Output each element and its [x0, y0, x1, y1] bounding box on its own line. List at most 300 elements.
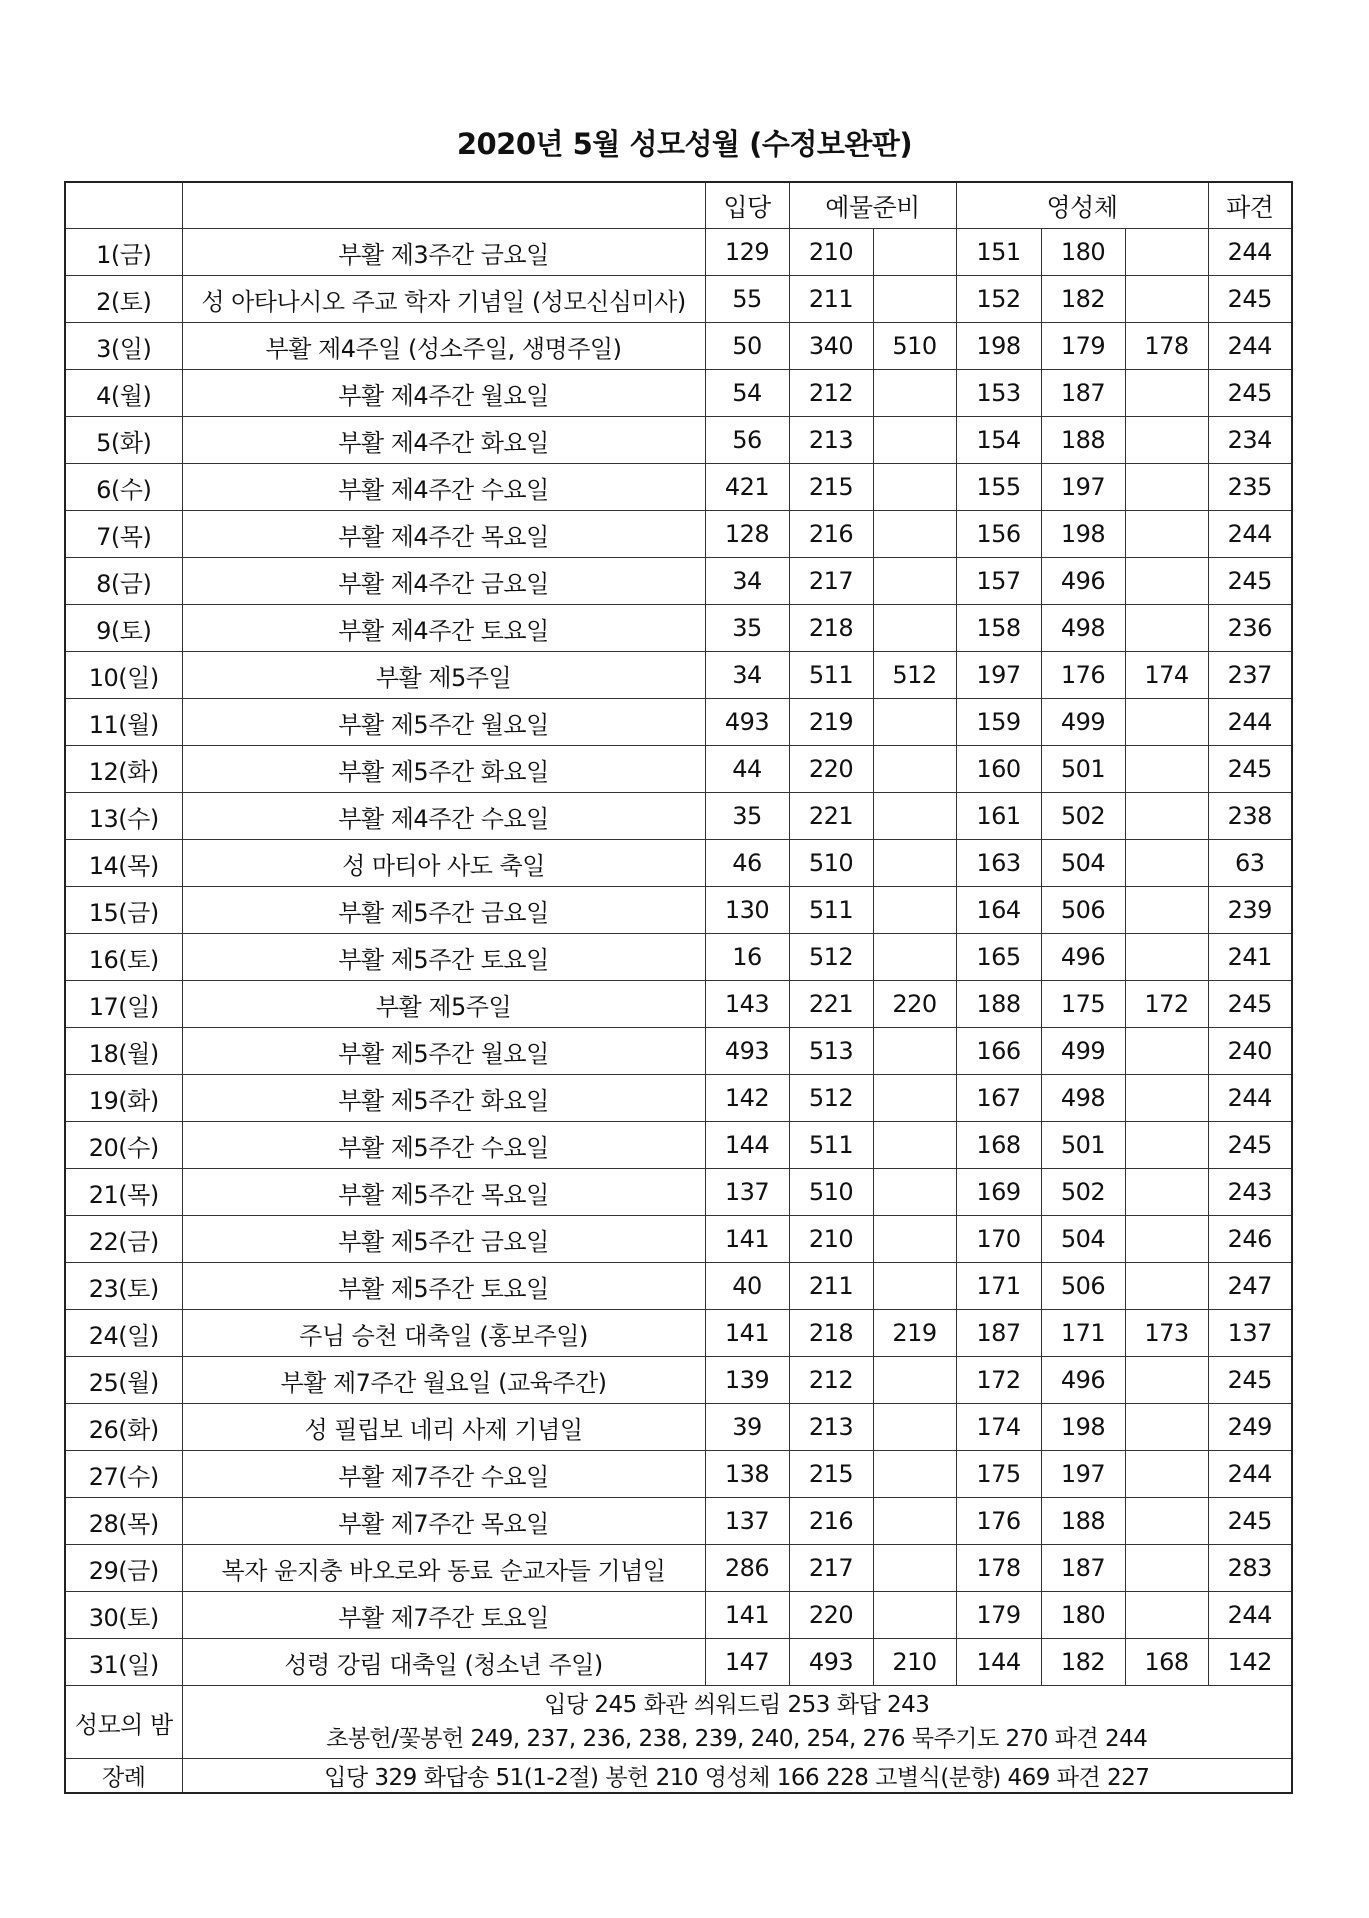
cell-offertory-2 — [873, 558, 956, 605]
cell-communion-3 — [1125, 1216, 1208, 1263]
cell-recessional: 283 — [1208, 1545, 1292, 1592]
cell-entrance: 39 — [705, 1404, 789, 1451]
cell-communion-3 — [1125, 1498, 1208, 1545]
funeral-hymns: 입당 329 화답송 51(1-2절) 봉헌 210 영성체 166 228 고별식(분향) 469 파견 227 — [182, 1759, 1292, 1794]
cell-recessional: 245 — [1208, 1357, 1292, 1404]
cell-offertory-1: 215 — [789, 464, 873, 511]
cell-offertory-2 — [873, 1075, 956, 1122]
cell-communion-3 — [1125, 605, 1208, 652]
cell-date: 6(수) — [65, 464, 182, 511]
cell-offertory-2 — [873, 1451, 956, 1498]
cell-recessional: 246 — [1208, 1216, 1292, 1263]
cell-communion-3 — [1125, 229, 1208, 276]
cell-communion-3 — [1125, 887, 1208, 934]
cell-entrance: 142 — [705, 1075, 789, 1122]
table-row — [65, 840, 1292, 887]
cell-communion-3 — [1125, 511, 1208, 558]
table-row — [65, 229, 1292, 276]
cell-entrance: 147 — [705, 1639, 789, 1686]
cell-offertory-2 — [873, 793, 956, 840]
cell-feast: 부활 제5주간 수요일 — [182, 1122, 705, 1169]
cell-communion-1: 151 — [956, 229, 1041, 276]
cell-recessional: 245 — [1208, 746, 1292, 793]
cell-feast: 부활 제5주간 토요일 — [182, 1263, 705, 1310]
cell-communion-1: 170 — [956, 1216, 1041, 1263]
table-row — [65, 1404, 1292, 1451]
cell-date: 26(화) — [65, 1404, 182, 1451]
cell-offertory-1: 215 — [789, 1451, 873, 1498]
table-row — [65, 1639, 1292, 1686]
cell-communion-1: 165 — [956, 934, 1041, 981]
cell-offertory-2 — [873, 229, 956, 276]
cell-recessional: 244 — [1208, 1075, 1292, 1122]
cell-entrance: 35 — [705, 605, 789, 652]
cell-entrance: 137 — [705, 1498, 789, 1545]
cell-recessional: 63 — [1208, 840, 1292, 887]
cell-communion-3 — [1125, 1028, 1208, 1075]
cell-communion-1: 167 — [956, 1075, 1041, 1122]
table-row — [65, 746, 1292, 793]
cell-communion-2: 180 — [1041, 229, 1125, 276]
cell-offertory-1: 513 — [789, 1028, 873, 1075]
cell-feast: 부활 제5주간 월요일 — [182, 699, 705, 746]
cell-feast: 부활 제5주간 금요일 — [182, 1216, 705, 1263]
cell-offertory-1: 213 — [789, 1404, 873, 1451]
cell-date: 23(토) — [65, 1263, 182, 1310]
cell-offertory-2 — [873, 276, 956, 323]
cell-communion-2: 180 — [1041, 1592, 1125, 1639]
cell-communion-1: 155 — [956, 464, 1041, 511]
cell-communion-1: 154 — [956, 417, 1041, 464]
cell-entrance: 54 — [705, 370, 789, 417]
cell-entrance: 493 — [705, 699, 789, 746]
cell-date: 22(금) — [65, 1216, 182, 1263]
cell-date: 18(월) — [65, 1028, 182, 1075]
table-row — [65, 699, 1292, 746]
cell-communion-1: 164 — [956, 887, 1041, 934]
cell-offertory-1: 221 — [789, 793, 873, 840]
cell-offertory-2: 210 — [873, 1639, 956, 1686]
cell-feast: 성 마티아 사도 축일 — [182, 840, 705, 887]
cell-communion-1: 172 — [956, 1357, 1041, 1404]
cell-recessional: 244 — [1208, 323, 1292, 370]
cell-feast: 부활 제5주일 — [182, 652, 705, 699]
cell-recessional: 244 — [1208, 511, 1292, 558]
cell-feast: 부활 제5주간 목요일 — [182, 1169, 705, 1216]
cell-entrance: 139 — [705, 1357, 789, 1404]
cell-communion-1: 171 — [956, 1263, 1041, 1310]
cell-communion-1: 179 — [956, 1592, 1041, 1639]
cell-communion-2: 197 — [1041, 1451, 1125, 1498]
cell-offertory-2 — [873, 1122, 956, 1169]
cell-offertory-1: 217 — [789, 1545, 873, 1592]
cell-communion-2: 187 — [1041, 370, 1125, 417]
cell-date: 19(화) — [65, 1075, 182, 1122]
cell-recessional: 249 — [1208, 1404, 1292, 1451]
cell-communion-1: 188 — [956, 981, 1041, 1028]
cell-date: 21(목) — [65, 1169, 182, 1216]
table-row — [65, 793, 1292, 840]
cell-feast: 부활 제5주간 토요일 — [182, 934, 705, 981]
cell-offertory-1: 510 — [789, 1169, 873, 1216]
cell-entrance: 50 — [705, 323, 789, 370]
cell-communion-2: 175 — [1041, 981, 1125, 1028]
header-row — [65, 182, 1292, 229]
cell-feast: 부활 제4주간 월요일 — [182, 370, 705, 417]
cell-communion-2: 188 — [1041, 417, 1125, 464]
cell-date: 20(수) — [65, 1122, 182, 1169]
cell-offertory-1: 512 — [789, 934, 873, 981]
cell-communion-2: 198 — [1041, 1404, 1125, 1451]
cell-offertory-2 — [873, 1498, 956, 1545]
cell-communion-1: 160 — [956, 746, 1041, 793]
cell-date: 30(토) — [65, 1592, 182, 1639]
cell-date: 12(화) — [65, 746, 182, 793]
cell-recessional: 236 — [1208, 605, 1292, 652]
cell-offertory-1: 212 — [789, 370, 873, 417]
cell-communion-1: 153 — [956, 370, 1041, 417]
cell-communion-1: 187 — [956, 1310, 1041, 1357]
cell-communion-1: 158 — [956, 605, 1041, 652]
table-row — [65, 558, 1292, 605]
header-feast — [182, 182, 705, 229]
cell-recessional: 244 — [1208, 1592, 1292, 1639]
cell-feast: 부활 제4주간 목요일 — [182, 511, 705, 558]
cell-communion-2: 501 — [1041, 1122, 1125, 1169]
cell-communion-3 — [1125, 1404, 1208, 1451]
cell-communion-3 — [1125, 1451, 1208, 1498]
cell-date: 25(월) — [65, 1357, 182, 1404]
cell-communion-3 — [1125, 840, 1208, 887]
cell-communion-2: 496 — [1041, 1357, 1125, 1404]
cell-entrance: 128 — [705, 511, 789, 558]
cell-communion-3 — [1125, 1122, 1208, 1169]
table-row — [65, 464, 1292, 511]
cell-offertory-1: 216 — [789, 1498, 873, 1545]
cell-entrance: 40 — [705, 1263, 789, 1310]
cell-feast: 성령 강림 대축일 (청소년 주일) — [182, 1639, 705, 1686]
cell-entrance: 143 — [705, 981, 789, 1028]
cell-date: 16(토) — [65, 934, 182, 981]
cell-offertory-1: 511 — [789, 652, 873, 699]
cell-communion-2: 182 — [1041, 1639, 1125, 1686]
marian-night-row — [65, 1686, 1292, 1759]
table-row — [65, 1122, 1292, 1169]
cell-date: 28(목) — [65, 1498, 182, 1545]
cell-feast: 성 필립보 네리 사제 기념일 — [182, 1404, 705, 1451]
marian-night-hymns — [182, 1686, 1292, 1759]
cell-recessional: 244 — [1208, 229, 1292, 276]
cell-communion-2: 188 — [1041, 1498, 1125, 1545]
cell-offertory-1: 511 — [789, 1122, 873, 1169]
cell-communion-3 — [1125, 699, 1208, 746]
cell-recessional: 142 — [1208, 1639, 1292, 1686]
cell-feast: 부활 제7주간 수요일 — [182, 1451, 705, 1498]
cell-communion-3 — [1125, 1545, 1208, 1592]
table-row — [65, 1310, 1292, 1357]
cell-communion-3 — [1125, 1169, 1208, 1216]
cell-communion-3: 168 — [1125, 1639, 1208, 1686]
cell-offertory-1: 217 — [789, 558, 873, 605]
cell-communion-1: 176 — [956, 1498, 1041, 1545]
cell-entrance: 286 — [705, 1545, 789, 1592]
cell-recessional: 234 — [1208, 417, 1292, 464]
cell-communion-2: 187 — [1041, 1545, 1125, 1592]
cell-entrance: 56 — [705, 417, 789, 464]
cell-offertory-1: 210 — [789, 229, 873, 276]
cell-feast: 부활 제4주일 (성소주일, 생명주일) — [182, 323, 705, 370]
cell-offertory-2: 512 — [873, 652, 956, 699]
cell-recessional: 247 — [1208, 1263, 1292, 1310]
cell-offertory-2 — [873, 699, 956, 746]
table-row — [65, 652, 1292, 699]
table-row — [65, 605, 1292, 652]
header-date — [65, 182, 182, 229]
cell-offertory-1: 340 — [789, 323, 873, 370]
cell-offertory-2 — [873, 605, 956, 652]
cell-communion-1: 144 — [956, 1639, 1041, 1686]
cell-entrance: 44 — [705, 746, 789, 793]
cell-communion-1: 174 — [956, 1404, 1041, 1451]
marian-night-line-1: 입당 245 화관 씌워드림 253 화답 243 — [544, 1692, 930, 1718]
cell-communion-2: 182 — [1041, 276, 1125, 323]
cell-communion-2: 498 — [1041, 605, 1125, 652]
cell-communion-3 — [1125, 276, 1208, 323]
table-row — [65, 1545, 1292, 1592]
cell-communion-2: 506 — [1041, 887, 1125, 934]
cell-offertory-1: 512 — [789, 1075, 873, 1122]
cell-offertory-2 — [873, 1404, 956, 1451]
cell-communion-1: 197 — [956, 652, 1041, 699]
cell-date: 9(토) — [65, 605, 182, 652]
table-row — [65, 1592, 1292, 1639]
cell-feast: 부활 제5주간 월요일 — [182, 1028, 705, 1075]
cell-communion-1: 157 — [956, 558, 1041, 605]
cell-recessional: 239 — [1208, 887, 1292, 934]
cell-offertory-2 — [873, 1216, 956, 1263]
cell-communion-2: 197 — [1041, 464, 1125, 511]
cell-offertory-2 — [873, 840, 956, 887]
cell-date: 3(일) — [65, 323, 182, 370]
cell-communion-2: 504 — [1041, 840, 1125, 887]
cell-date: 27(수) — [65, 1451, 182, 1498]
table-row — [65, 1169, 1292, 1216]
cell-date: 1(금) — [65, 229, 182, 276]
cell-feast: 부활 제5주간 화요일 — [182, 1075, 705, 1122]
cell-offertory-2: 510 — [873, 323, 956, 370]
cell-offertory-1: 212 — [789, 1357, 873, 1404]
cell-communion-2: 176 — [1041, 652, 1125, 699]
cell-entrance: 55 — [705, 276, 789, 323]
cell-communion-2: 179 — [1041, 323, 1125, 370]
cell-feast: 부활 제5주간 화요일 — [182, 746, 705, 793]
cell-feast: 부활 제4주간 화요일 — [182, 417, 705, 464]
cell-communion-1: 156 — [956, 511, 1041, 558]
table-row — [65, 1451, 1292, 1498]
cell-recessional: 245 — [1208, 558, 1292, 605]
cell-offertory-2 — [873, 1028, 956, 1075]
cell-offertory-1: 211 — [789, 1263, 873, 1310]
page-title: 2020년 5월 성모성월 (수정보완판) — [456, 127, 913, 161]
cell-communion-3 — [1125, 1357, 1208, 1404]
cell-communion-3 — [1125, 417, 1208, 464]
cell-communion-3 — [1125, 558, 1208, 605]
cell-communion-3 — [1125, 1592, 1208, 1639]
cell-communion-3: 178 — [1125, 323, 1208, 370]
cell-date: 5(화) — [65, 417, 182, 464]
cell-offertory-1: 220 — [789, 746, 873, 793]
marian-night-line-2: 초봉헌/꽃봉헌 249, 237, 236, 238, 239, 240, 254, 276 묵주기도 270 파견 244 — [326, 1726, 1148, 1752]
table-row — [65, 981, 1292, 1028]
table-row — [65, 934, 1292, 981]
cell-entrance: 46 — [705, 840, 789, 887]
header-recessional: 파견 — [1208, 182, 1292, 229]
cell-entrance: 141 — [705, 1310, 789, 1357]
cell-offertory-2 — [873, 887, 956, 934]
cell-communion-1: 175 — [956, 1451, 1041, 1498]
cell-entrance: 130 — [705, 887, 789, 934]
cell-offertory-1: 510 — [789, 840, 873, 887]
cell-communion-2: 506 — [1041, 1263, 1125, 1310]
cell-entrance: 16 — [705, 934, 789, 981]
cell-recessional: 244 — [1208, 699, 1292, 746]
cell-communion-3 — [1125, 934, 1208, 981]
cell-offertory-2 — [873, 511, 956, 558]
cell-communion-3: 172 — [1125, 981, 1208, 1028]
cell-communion-3 — [1125, 1263, 1208, 1310]
cell-feast: 부활 제4주간 토요일 — [182, 605, 705, 652]
cell-offertory-2 — [873, 1169, 956, 1216]
cell-communion-3 — [1125, 746, 1208, 793]
cell-entrance: 141 — [705, 1216, 789, 1263]
cell-communion-2: 502 — [1041, 1169, 1125, 1216]
table-row — [65, 1263, 1292, 1310]
cell-entrance: 34 — [705, 652, 789, 699]
cell-date: 14(목) — [65, 840, 182, 887]
table-row — [65, 1498, 1292, 1545]
cell-entrance: 141 — [705, 1592, 789, 1639]
cell-offertory-1: 218 — [789, 605, 873, 652]
cell-recessional: 245 — [1208, 1498, 1292, 1545]
cell-communion-2: 496 — [1041, 558, 1125, 605]
cell-communion-3: 173 — [1125, 1310, 1208, 1357]
cell-recessional: 245 — [1208, 1122, 1292, 1169]
cell-feast: 부활 제4주간 금요일 — [182, 558, 705, 605]
hymn-schedule-table — [64, 181, 1293, 1794]
cell-offertory-1: 221 — [789, 981, 873, 1028]
table-row — [65, 417, 1292, 464]
cell-entrance: 493 — [705, 1028, 789, 1075]
cell-communion-1: 163 — [956, 840, 1041, 887]
cell-date: 29(금) — [65, 1545, 182, 1592]
cell-feast: 부활 제3주간 금요일 — [182, 229, 705, 276]
table-row — [65, 1028, 1292, 1075]
cell-date: 17(일) — [65, 981, 182, 1028]
cell-recessional: 244 — [1208, 1451, 1292, 1498]
cell-feast: 성 아타나시오 주교 학자 기념일 (성모신심미사) — [182, 276, 705, 323]
cell-communion-1: 168 — [956, 1122, 1041, 1169]
cell-offertory-2: 219 — [873, 1310, 956, 1357]
cell-communion-2: 499 — [1041, 1028, 1125, 1075]
cell-offertory-2 — [873, 1545, 956, 1592]
cell-feast: 부활 제7주간 토요일 — [182, 1592, 705, 1639]
cell-recessional: 241 — [1208, 934, 1292, 981]
cell-feast: 부활 제7주간 월요일 (교육주간) — [182, 1357, 705, 1404]
cell-communion-2: 502 — [1041, 793, 1125, 840]
cell-offertory-2 — [873, 1357, 956, 1404]
cell-entrance: 144 — [705, 1122, 789, 1169]
cell-date: 8(금) — [65, 558, 182, 605]
funeral-row — [65, 1759, 1292, 1794]
table-row — [65, 887, 1292, 934]
cell-feast: 부활 제4주간 수요일 — [182, 464, 705, 511]
cell-feast: 부활 제7주간 목요일 — [182, 1498, 705, 1545]
cell-recessional: 245 — [1208, 981, 1292, 1028]
cell-offertory-2: 220 — [873, 981, 956, 1028]
cell-communion-2: 501 — [1041, 746, 1125, 793]
cell-communion-2: 171 — [1041, 1310, 1125, 1357]
cell-offertory-1: 216 — [789, 511, 873, 558]
cell-entrance: 35 — [705, 793, 789, 840]
cell-communion-3: 174 — [1125, 652, 1208, 699]
header-communion: 영성체 — [956, 182, 1208, 229]
cell-offertory-1: 511 — [789, 887, 873, 934]
cell-recessional: 245 — [1208, 276, 1292, 323]
table-row — [65, 370, 1292, 417]
header-entrance: 입당 — [705, 182, 789, 229]
cell-communion-3 — [1125, 793, 1208, 840]
cell-date: 7(목) — [65, 511, 182, 558]
cell-date: 11(월) — [65, 699, 182, 746]
cell-offertory-2 — [873, 464, 956, 511]
cell-date: 4(월) — [65, 370, 182, 417]
cell-recessional: 245 — [1208, 370, 1292, 417]
cell-entrance: 34 — [705, 558, 789, 605]
cell-offertory-1: 493 — [789, 1639, 873, 1686]
cell-communion-2: 504 — [1041, 1216, 1125, 1263]
cell-date: 2(토) — [65, 276, 182, 323]
cell-communion-2: 198 — [1041, 511, 1125, 558]
cell-offertory-1: 210 — [789, 1216, 873, 1263]
cell-entrance: 138 — [705, 1451, 789, 1498]
cell-recessional: 235 — [1208, 464, 1292, 511]
cell-communion-2: 496 — [1041, 934, 1125, 981]
cell-communion-3 — [1125, 464, 1208, 511]
cell-entrance: 421 — [705, 464, 789, 511]
cell-date: 24(일) — [65, 1310, 182, 1357]
cell-feast: 부활 제4주간 수요일 — [182, 793, 705, 840]
cell-communion-2: 498 — [1041, 1075, 1125, 1122]
cell-date: 15(금) — [65, 887, 182, 934]
cell-recessional: 238 — [1208, 793, 1292, 840]
cell-date: 31(일) — [65, 1639, 182, 1686]
table-row — [65, 323, 1292, 370]
cell-offertory-1: 218 — [789, 1310, 873, 1357]
cell-communion-1: 169 — [956, 1169, 1041, 1216]
cell-offertory-2 — [873, 370, 956, 417]
cell-recessional: 243 — [1208, 1169, 1292, 1216]
cell-recessional: 240 — [1208, 1028, 1292, 1075]
cell-communion-1: 152 — [956, 276, 1041, 323]
table-row — [65, 276, 1292, 323]
cell-offertory-1: 211 — [789, 276, 873, 323]
cell-recessional: 237 — [1208, 652, 1292, 699]
table-row — [65, 1357, 1292, 1404]
cell-feast: 부활 제5주간 금요일 — [182, 887, 705, 934]
cell-offertory-2 — [873, 934, 956, 981]
table-row — [65, 511, 1292, 558]
cell-feast: 주님 승천 대축일 (홍보주일) — [182, 1310, 705, 1357]
